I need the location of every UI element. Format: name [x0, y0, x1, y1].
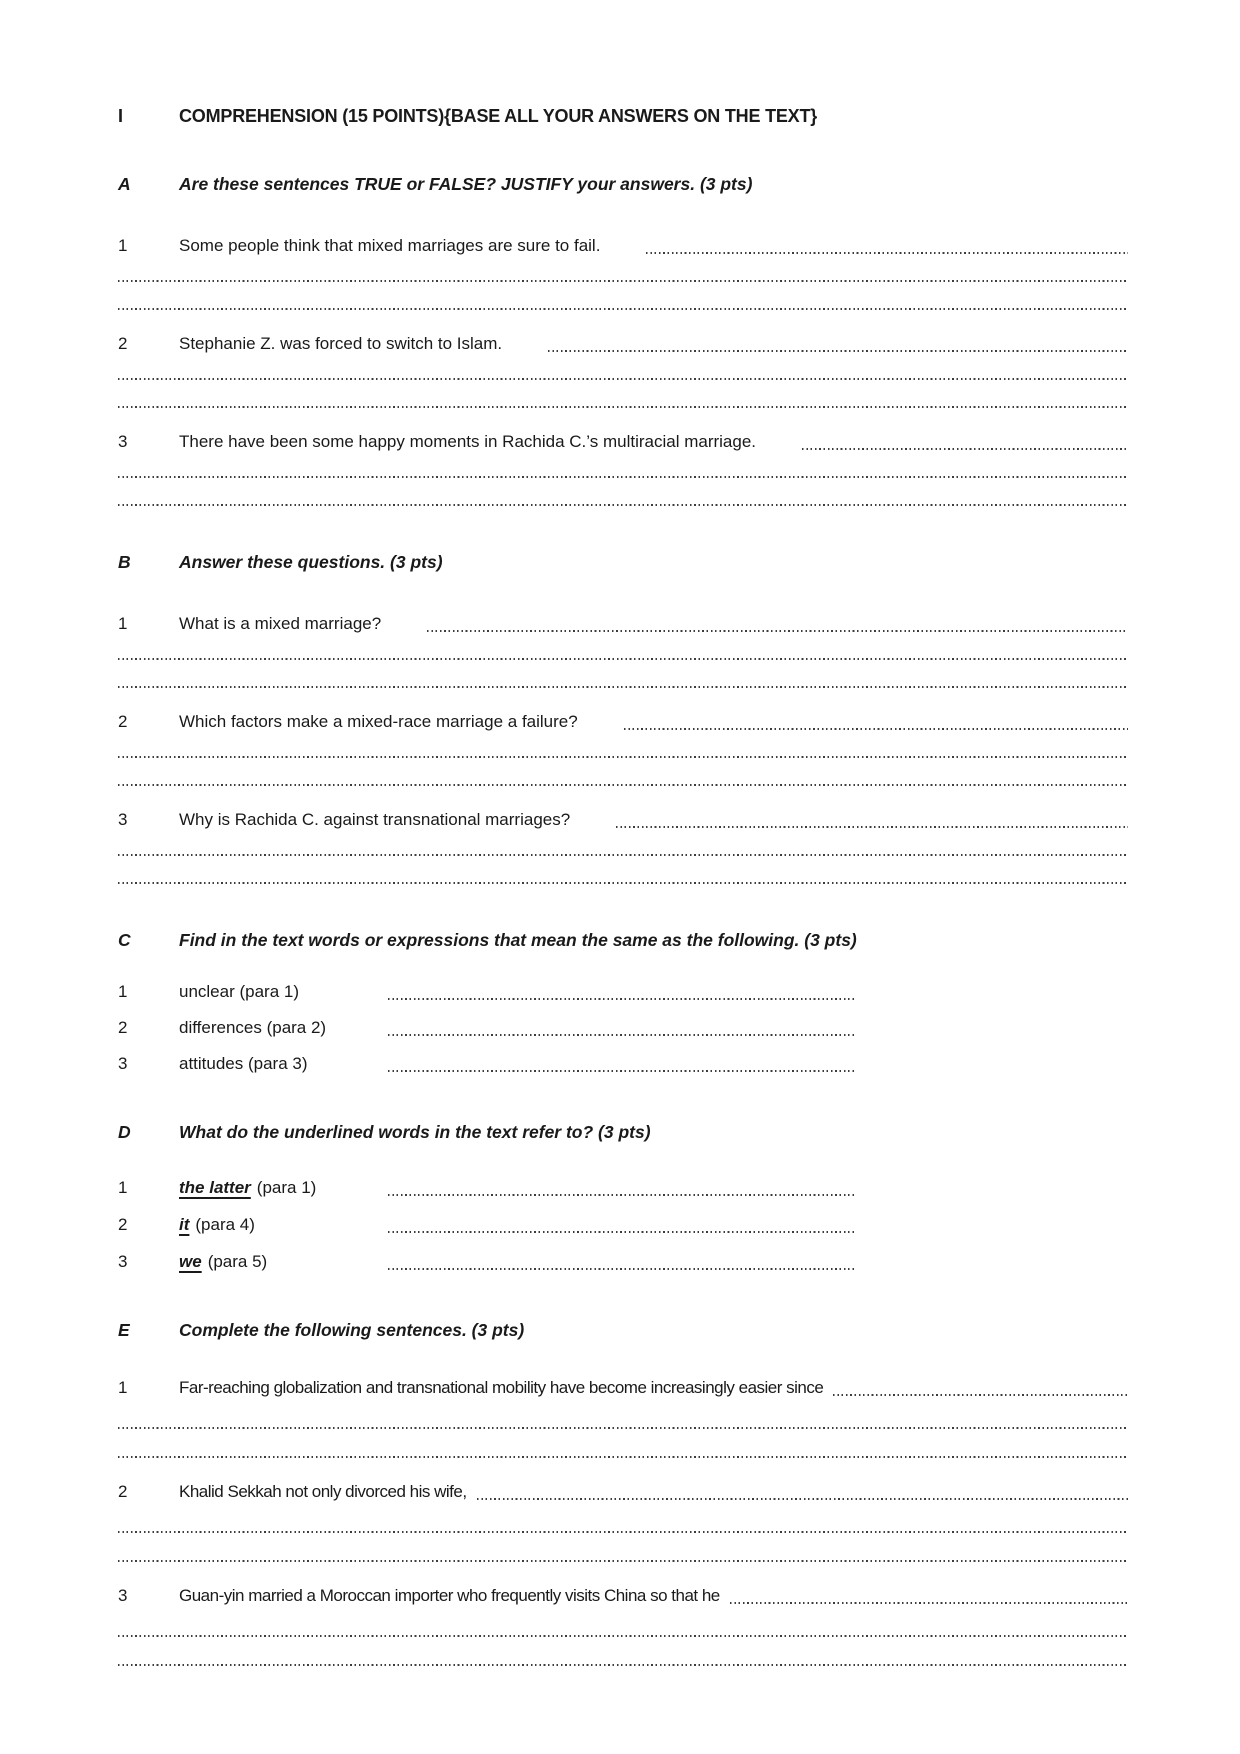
answer-line	[118, 756, 1128, 758]
section-letter: E	[118, 1320, 130, 1340]
sentence-stem: Guan-yin married a Moroccan importer who frequently visits China so that he	[179, 1586, 720, 1605]
dotted-answer-space	[624, 728, 1128, 730]
question-item	[118, 234, 1128, 310]
dotted-answer-space	[427, 630, 1128, 632]
section-b-heading	[118, 550, 1128, 574]
reference-item	[118, 1213, 1128, 1237]
dotted-answer-space	[388, 1268, 856, 1270]
question-number: 2	[118, 1018, 128, 1037]
referenced-word	[179, 1213, 388, 1237]
section-e-heading	[118, 1318, 1128, 1342]
paragraph-ref: (para 4)	[195, 1215, 255, 1234]
question-number: 1	[118, 236, 128, 255]
answer-line	[118, 308, 1128, 310]
section-title: Find in the text words or expressions that mean the same as the following. (3 pts)	[179, 930, 857, 950]
section-d	[118, 1120, 1128, 1274]
dotted-answer-space	[477, 1498, 1128, 1500]
section-title: What do the underlined words in the text refer to? (3 pts)	[179, 1122, 651, 1142]
answer-line	[118, 378, 1128, 380]
question-number: 3	[118, 1054, 128, 1073]
dotted-answer-space	[616, 826, 1128, 828]
underlined-word: we	[179, 1252, 202, 1271]
question-number: 1	[118, 1178, 128, 1197]
underlined-word: the latter	[179, 1178, 251, 1197]
dotted-answer-space	[730, 1602, 1128, 1604]
vocab-item	[118, 1016, 1128, 1040]
question-number: 3	[118, 1252, 128, 1271]
answer-line	[118, 1560, 1128, 1562]
answer-line	[118, 1427, 1128, 1429]
question-number: 3	[118, 432, 128, 451]
referenced-word	[179, 1176, 388, 1200]
reference-item	[118, 1176, 1128, 1200]
section-letter: A	[118, 174, 131, 194]
main-heading-numeral: I	[118, 106, 124, 126]
completion-item	[118, 1584, 1128, 1666]
question-item	[118, 430, 1128, 506]
vocab-word: unclear (para 1)	[179, 982, 300, 1001]
vocab-word: differences (para 2)	[179, 1018, 327, 1037]
question-text: Some people think that mixed marriages are sure to fail.	[179, 236, 601, 255]
dotted-answer-space	[646, 252, 1128, 254]
page-title: COMPREHENSION (15 POINTS){BASE ALL YOUR ANSWERS ON THE TEXT}	[179, 106, 818, 126]
sentence-stem: Khalid Sekkah not only divorced his wife,	[179, 1482, 467, 1501]
section-title: Answer these questions. (3 pts)	[179, 552, 443, 572]
reference-item	[118, 1250, 1128, 1274]
dotted-answer-space	[388, 1231, 856, 1233]
question-item	[118, 332, 1128, 408]
answer-line	[118, 504, 1128, 506]
answer-line	[118, 1456, 1128, 1458]
vocab-item	[118, 1052, 1128, 1076]
question-text: Why is Rachida C. against transnational marriages?	[179, 810, 571, 829]
answer-line	[118, 1664, 1128, 1666]
answer-line	[118, 280, 1128, 282]
completion-item	[118, 1480, 1128, 1562]
dotted-answer-space	[388, 1194, 856, 1196]
answer-line	[118, 406, 1128, 408]
section-b	[118, 550, 1128, 884]
section-c-heading	[118, 928, 1128, 952]
question-text: Which factors make a mixed-race marriage a failure?	[179, 712, 578, 731]
main-heading	[118, 104, 1128, 128]
answer-line	[118, 784, 1128, 786]
question-number: 2	[118, 1482, 128, 1501]
question-number: 2	[118, 712, 128, 731]
question-number: 1	[118, 1378, 128, 1397]
question-number: 2	[118, 334, 128, 353]
answer-line	[118, 658, 1128, 660]
paragraph-ref: (para 5)	[207, 1252, 268, 1271]
dotted-answer-space	[388, 998, 856, 1000]
section-c	[118, 928, 1128, 1076]
answer-line	[118, 476, 1128, 478]
section-letter: B	[118, 552, 131, 572]
section-letter: C	[118, 930, 131, 950]
question-number: 1	[118, 614, 128, 633]
question-text: What is a mixed marriage?	[179, 614, 382, 633]
answer-line	[118, 686, 1128, 688]
question-item	[118, 710, 1128, 786]
answer-line	[118, 1635, 1128, 1637]
answer-line	[118, 854, 1128, 856]
dotted-answer-space	[388, 1070, 856, 1072]
question-text: There have been some happy moments in Rachida C.’s multiracial marriage.	[179, 432, 757, 451]
section-d-heading	[118, 1120, 1128, 1144]
section-e	[118, 1318, 1128, 1666]
answer-line	[118, 882, 1128, 884]
sentence-stem: Far-reaching globalization and transnational mobility have become increasingly easier since	[179, 1378, 824, 1397]
dotted-answer-space	[833, 1394, 1128, 1396]
referenced-word	[179, 1250, 388, 1274]
section-letter: D	[118, 1122, 131, 1142]
dotted-answer-space	[548, 350, 1128, 352]
question-number: 3	[118, 810, 128, 829]
question-number: 1	[118, 982, 128, 1001]
vocab-word: attitudes (para 3)	[179, 1054, 308, 1073]
question-text: Stephanie Z. was forced to switch to Islam.	[179, 334, 503, 353]
question-item	[118, 808, 1128, 884]
section-title: Complete the following sentences. (3 pts)	[179, 1320, 525, 1340]
answer-line	[118, 1531, 1128, 1533]
dotted-answer-space	[388, 1034, 856, 1036]
section-a-heading	[118, 172, 1128, 196]
completion-item	[118, 1376, 1128, 1458]
question-item	[118, 612, 1128, 688]
section-a	[118, 172, 1128, 506]
question-number: 2	[118, 1215, 128, 1234]
paragraph-ref: (para 1)	[256, 1178, 317, 1197]
vocab-item	[118, 980, 1128, 1004]
section-title: Are these sentences TRUE or FALSE? JUSTIFY your answers. (3 pts)	[179, 174, 753, 194]
underlined-word: it	[179, 1215, 190, 1234]
question-number: 3	[118, 1586, 128, 1605]
dotted-answer-space	[802, 448, 1128, 450]
